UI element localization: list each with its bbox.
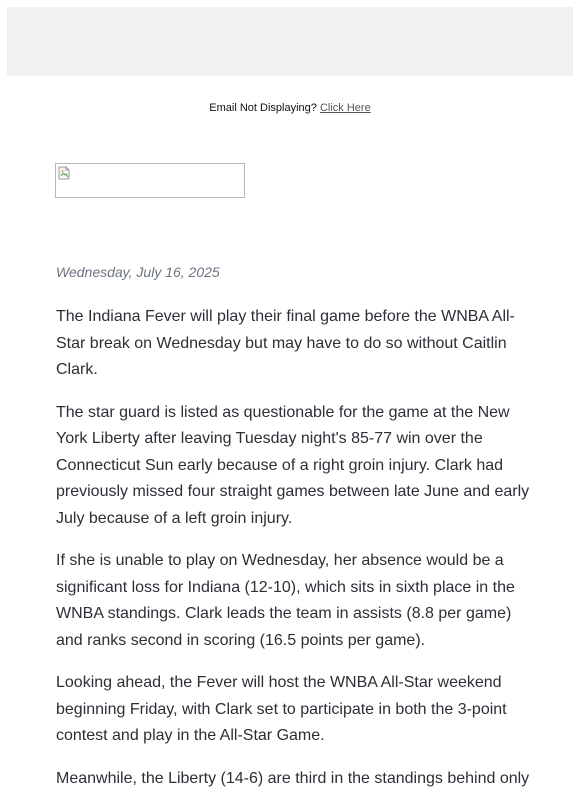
click-here-link[interactable]: Click Here <box>319 102 371 114</box>
article-paragraph: The Indiana Fever will play their final game before the WNBA All-Star break on Wednesday but may have to do so without Caitlin Clark. <box>56 308 515 378</box>
article-paragraph: Meanwhile, the Liberty (14-6) are third in the standings behind only <box>56 769 530 787</box>
article-paragraph: If she is unable to play on Wednesday, her absence would be a significant loss for Indiana (12-10), which sits in sixth place in the WNBA standings. Clark leads the team in assists (8.8 per game) and ranks second in scoring (16.5 points per game). <box>56 552 515 649</box>
email-not-displaying-notice <box>0 101 580 115</box>
top-banner <box>7 7 573 76</box>
article-paragraph: Looking ahead, the Fever will host the WNBA All-Star weekend beginning Friday, with Clark set to participate in both the 3-point contest and play in the All-Star Game. <box>56 674 507 744</box>
logo-image-placeholder <box>55 163 245 198</box>
broken-image-icon <box>58 166 70 180</box>
article-date: Wednesday, July 16, 2025 <box>56 264 220 280</box>
article-paragraph: The star guard is listed as questionable for the game at the New York Liberty after leaving Tuesday night's 85-77 win over the Connecticut Sun early because of a right groin injury. Clark had previously missed four straight games between late June and early July because of a left groin injury. <box>56 403 530 527</box>
article-body <box>56 262 532 808</box>
email-notice-text: Email Not Displaying? <box>209 102 317 114</box>
